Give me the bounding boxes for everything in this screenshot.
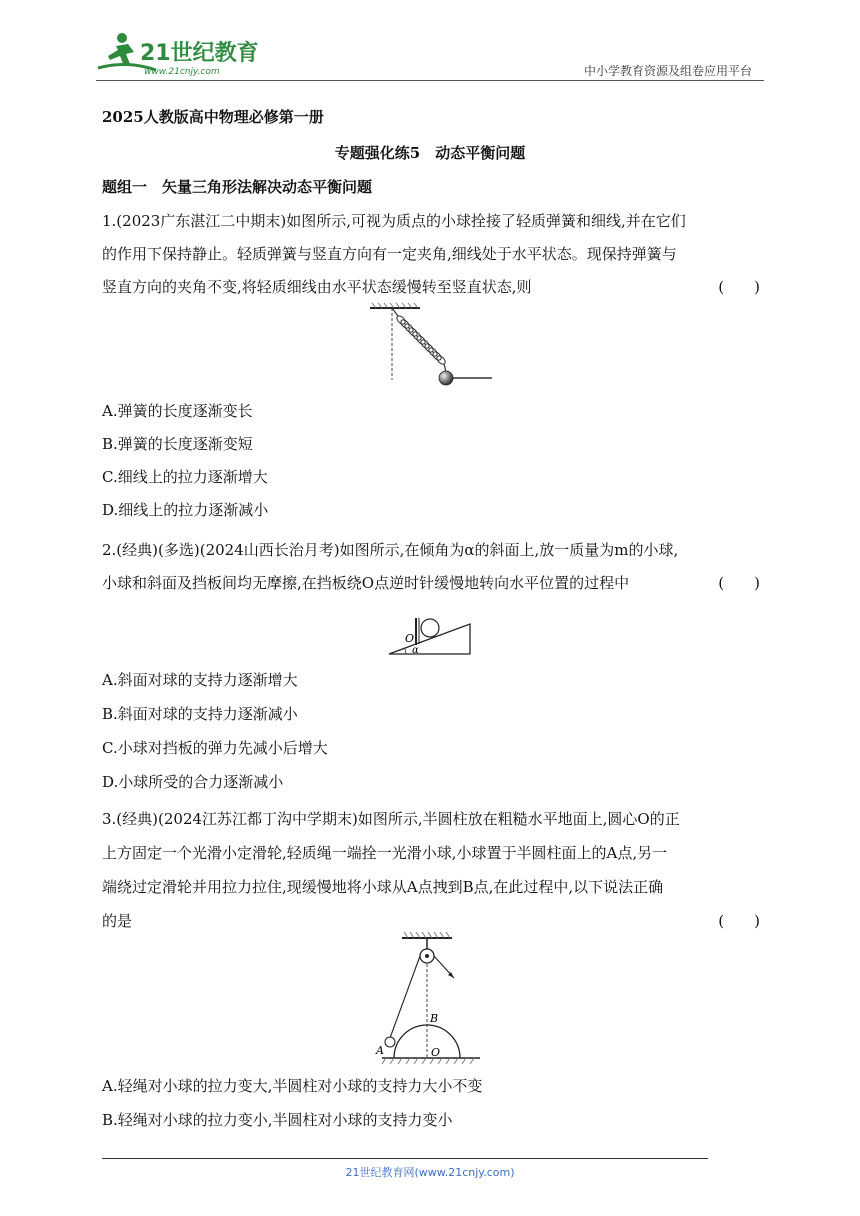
q1-line-1: 1.(2023广东湛江二中期末)如图所示,可视为质点的小球拴接了轻质弹簧和细线,并在它们 (102, 212, 686, 230)
q2-option-c: C.小球对挡板的弹力先减小后增大 (102, 739, 328, 757)
group-title: 题组一 矢量三角形法解决动态平衡问题 (102, 178, 373, 196)
q2-incline-figure (386, 610, 476, 658)
q3-option-b: B.轻绳对小球的拉力变小,半圆柱对小球的支持力变小 (102, 1111, 453, 1129)
q1-line-2: 的作用下保持静止。轻质弹簧与竖直方向有一定夹角,细线处于水平状态。现保持弹簧与 (102, 245, 677, 263)
q2-label-o: O (405, 632, 415, 645)
q3-line-2: 上方固定一个光滑小定滑轮,轻质绳一端拴一光滑小球,小球置于半圆柱面上的A点,另一 (102, 844, 668, 862)
q1-option-a: A.弹簧的长度逐渐变长 (102, 402, 253, 420)
section-title: 专题强化练5 动态平衡问题 (334, 144, 526, 162)
q2-line-2: 小球和斜面及挡板间均无摩擦,在挡板绕O点逆时针缓慢地转向水平位置的过程中 (102, 574, 630, 592)
footer-text: 21世纪教育网(www.21cnjy.com) (345, 1166, 515, 1179)
q3-label-a: A (376, 1044, 384, 1057)
q1-option-b: B.弹簧的长度逐渐变短 (102, 435, 253, 453)
q2-line-1: 2.(经典)(多选)(2024山西长治月考)如图所示,在倾角为α的斜面上,放一质量为m的小球, (102, 541, 679, 559)
q2-option-d: D.小球所受的合力逐渐减小 (102, 773, 284, 791)
q3-label-b: B (430, 1012, 439, 1025)
q1-spring-figure (362, 302, 497, 392)
q3-line-1: 3.(经典)(2024江苏江都丁沟中学期末)如图所示,半圆柱放在粗糙水平地面上,圆心O的正 (102, 810, 680, 828)
q1-option-d: D.细线上的拉力逐渐减小 (102, 501, 269, 519)
q3-line-3: 端绕过定滑轮并用拉力拉住,现缓慢地将小球从A点拽到B点,在此过程中,以下说法正确 (102, 878, 664, 896)
logo (96, 30, 266, 78)
q3-label-o: O (431, 1046, 441, 1059)
footer-divider (102, 1158, 708, 1159)
q1-answer-paren: ( ) (718, 278, 760, 296)
q3-option-a: A.轻绳对小球的拉力变大,半圆柱对小球的支持力大小不变 (102, 1077, 483, 1095)
header-divider (96, 80, 764, 81)
q3-line-4: 的是 (102, 912, 133, 930)
q2-option-a: A.斜面对球的支持力逐渐增大 (102, 671, 298, 689)
q2-label-alpha: α (412, 645, 419, 656)
q2-option-b: B.斜面对球的支持力逐渐减小 (102, 705, 298, 723)
q3-answer-paren: ( ) (718, 912, 760, 930)
q1-line-3: 竖直方向的夹角不变,将轻质细线由水平状态缓慢转至竖直状态,则 (102, 278, 532, 296)
platform-name: 中小学教育资源及组卷应用平台 (583, 64, 752, 78)
doc-title: 2025人教版高中物理必修第一册 (102, 108, 324, 126)
logo-text: 21世纪教育 (140, 41, 259, 66)
page-header (96, 30, 764, 80)
q1-option-c: C.细线上的拉力逐渐增大 (102, 468, 268, 486)
logo-url: www.21cnjy.com (144, 67, 220, 77)
q3-pulley-figure (372, 930, 487, 1065)
q2-answer-paren: ( ) (718, 574, 760, 592)
